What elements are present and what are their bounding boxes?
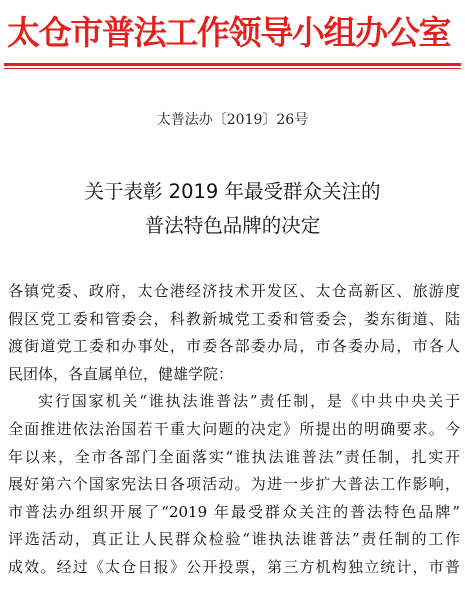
body-line: 展好第六个国家宪法日各项活动。为进一步扩大普法工作影响， [8, 475, 460, 494]
body-line: 评选活动，真正让人民群众检验“谁执法谁普法”责任制的工作 [8, 530, 460, 549]
red-header-rule-thin [4, 68, 461, 69]
document-number: 太普法办〔2019〕26号 [156, 112, 309, 128]
document-title-line-1: 关于表彰 2019 年最受群众关注的 [84, 180, 381, 203]
document-title-line-2: 普法特色品牌的决定 [144, 214, 321, 237]
body-line: 实行国家机关“谁执法谁普法”责任制，是《中共中央关于 [38, 392, 460, 411]
body-line: 市普法办组织开展了“2019 年最受群众关注的普法特色品牌” [8, 502, 460, 521]
red-header-rule [4, 63, 461, 66]
body-line: 年以来，全市各部门全面落实“谁执法谁普法”责任制，扎实开 [8, 447, 460, 466]
body-line: 假区党工委和管委会，科教新城党工委和管委会，娄东街道、陆 [8, 309, 460, 328]
document-body [8, 278, 460, 582]
body-line: 全面推进依法治国若干重大问题的决定》所提出的明确要求。今 [8, 419, 460, 438]
issuing-organization-title: 太仓市普法工作领导小组办公室 [7, 13, 451, 52]
body-line: 渡街道党工委和办事处，市委各部委办局，市各委办局，市各人 [8, 337, 460, 356]
body-line: 民团体，各直属单位，健雄学院： [8, 364, 234, 383]
body-line: 各镇党委、政府，太仓港经济技术开发区、太仓高新区、旅游度 [8, 282, 460, 300]
body-line: 成效。经过《太仓日报》公开投票，第三方机构独立统计，市普 [8, 557, 460, 576]
